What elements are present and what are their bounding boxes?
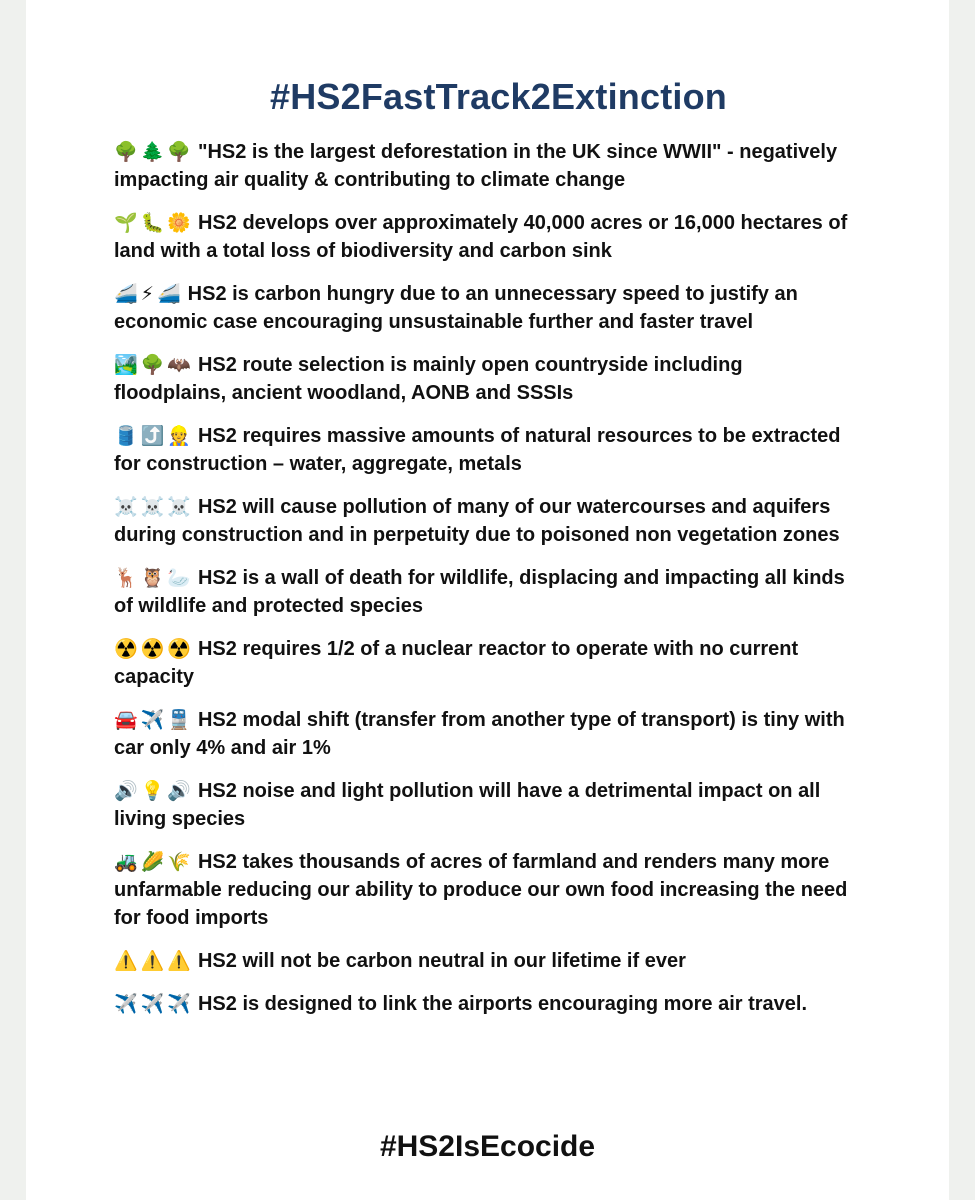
list-item	[114, 635, 854, 691]
skull-icon: ☠️☠️☠️	[114, 496, 194, 518]
footer-hashtag: #HS2IsEcocide	[379, 1130, 596, 1163]
list-item	[114, 351, 854, 407]
list-item	[114, 848, 854, 932]
item-text: HS2 requires massive amounts of natural resources to be extracted for construction – water, aggregate, metals	[114, 425, 841, 475]
item-text: HS2 is designed to link the airports encouraging more air travel.	[197, 993, 808, 1015]
item-text: HS2 is carbon hungry due to an unnecessary speed to justify an economic case encouraging unsustainable further and faster travel	[114, 283, 798, 333]
train-icon: 🚄⚡🚄	[114, 283, 184, 305]
deer-icon: 🦌🦉🦢	[114, 567, 194, 589]
item-text: HS2 takes thousands of acres of farmland and renders many more unfarmable reducing our ability to produce our own food increasing the need for food imports	[114, 851, 848, 929]
list-item	[114, 280, 854, 336]
tractor-icon: 🚜🌽🌾	[114, 851, 194, 873]
warning-icon: ⚠️⚠️⚠️	[114, 950, 194, 972]
list-item	[114, 706, 854, 762]
list-item	[114, 138, 854, 194]
list-item	[114, 209, 854, 265]
barrel-icon: 🛢️⤴️👷	[114, 425, 194, 447]
radioactive-icon: ☢️☢️☢️	[114, 638, 194, 660]
list-item	[114, 564, 854, 620]
airplane-icon: ✈️✈️✈️	[114, 993, 194, 1015]
landscape-icon: 🏞️🌳🦇	[114, 354, 194, 376]
list-item	[114, 947, 854, 975]
speaker-icon: 🔊💡🔊	[114, 780, 194, 802]
item-text: HS2 modal shift (transfer from another type of transport) is tiny with car only 4% and air 1%	[114, 709, 845, 759]
item-text: HS2 requires 1/2 of a nuclear reactor to operate with no current capacity	[114, 638, 799, 688]
item-text: HS2 will not be carbon neutral in our lifetime if ever	[197, 950, 686, 972]
item-text: HS2 develops over approximately 40,000 acres or 16,000 hectares of land with a total loss of biodiversity and carbon sink	[114, 212, 848, 262]
page-title: #HS2FastTrack2Extinction	[270, 76, 727, 117]
item-text: HS2 route selection is mainly open countryside including floodplains, ancient woodland, AONB and SSSIs	[114, 354, 743, 404]
list-item	[114, 493, 854, 549]
fact-list	[114, 138, 854, 1033]
list-item	[114, 422, 854, 478]
item-text: HS2 is a wall of death for wildlife, displacing and impacting all kinds of wildlife and protected species	[114, 567, 845, 617]
list-item	[114, 990, 854, 1018]
tree-icon: 🌳🌲🌳	[114, 141, 194, 163]
list-item	[114, 777, 854, 833]
item-text: "HS2 is the largest deforestation in the UK since WWII" - negatively impacting air quality & contributing to climate change	[114, 141, 838, 191]
item-text: HS2 noise and light pollution will have a detrimental impact on all living species	[114, 780, 821, 830]
car-icon: 🚘✈️🚆	[114, 709, 194, 731]
item-text: HS2 will cause pollution of many of our watercourses and aquifers during construction and in perpetuity due to poisoned non vegetation zones	[114, 496, 840, 546]
seedling-icon: 🌱🐛🌼	[114, 212, 194, 234]
